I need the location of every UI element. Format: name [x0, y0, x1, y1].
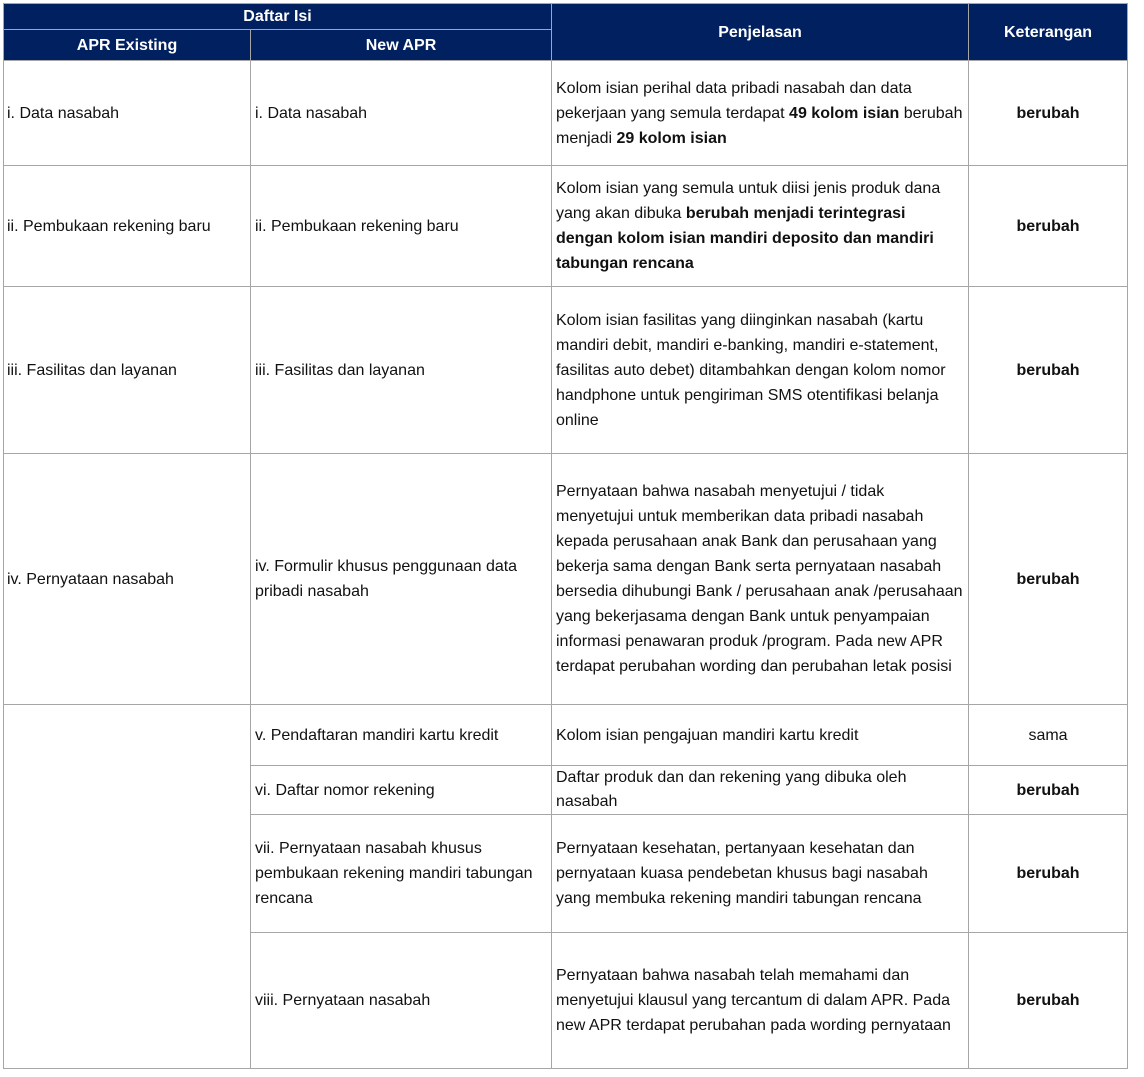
penjelasan-cell: Pernyataan bahwa nasabah telah memahami dan menyetujui klausul yang tercantum di dalam APR. Pada new APR terdapat perubahan pada wording pernyataan	[552, 933, 969, 1069]
table-row	[4, 705, 1128, 766]
existing-cell: i. Data nasabah	[4, 61, 251, 166]
penjelasan-cell	[552, 166, 969, 287]
keterangan-cell: berubah	[969, 287, 1128, 454]
penjelasan-cell: Pernyataan kesehatan, pertanyaan kesehatan dan pernyataan kuasa pendebetan khusus bagi nasabah yang membuka rekening mandiri tabungan rencana	[552, 815, 969, 933]
existing-cell: iv. Pernyataan nasabah	[4, 454, 251, 705]
keterangan-cell: berubah	[969, 766, 1128, 815]
new-apr-cell: ii. Pembukaan rekening baru	[251, 166, 552, 287]
penjelasan-text: Kolom isian yang semula untuk diisi jenis produk dana yang akan dibuka	[556, 180, 941, 222]
penjelasan-cell	[552, 61, 969, 166]
keterangan-cell: berubah	[969, 933, 1128, 1069]
keterangan-cell: berubah	[969, 815, 1128, 933]
penjelasan-text: berubah menjadi	[556, 104, 963, 147]
existing-cell: ii. Pembukaan rekening baru	[4, 166, 251, 287]
new-apr-cell: vi. Daftar nomor rekening	[251, 766, 552, 815]
penjelasan-bold: berubah menjadi terintegrasi dengan kolom isian mandiri deposito dan mandiri tabungan rencana	[556, 205, 934, 272]
keterangan-cell: berubah	[969, 454, 1128, 705]
header-keterangan: Keterangan	[969, 4, 1128, 61]
header-new-apr: New APR	[251, 30, 552, 61]
new-apr-cell: vii. Pernyataan nasabah khusus pembukaan rekening mandiri tabungan rencana	[251, 815, 552, 933]
new-apr-cell: iv. Formulir khusus penggunaan data pribadi nasabah	[251, 454, 552, 705]
table-row	[4, 166, 1128, 287]
table-row	[4, 454, 1128, 705]
penjelasan-cell: Kolom isian pengajuan mandiri kartu kredit	[552, 705, 969, 766]
comparison-table	[3, 3, 1128, 1069]
table-row	[4, 287, 1128, 454]
new-apr-cell: viii. Pernyataan nasabah	[251, 933, 552, 1069]
existing-cell-empty	[4, 705, 251, 1069]
penjelasan-bold: 29 kolom isian	[616, 129, 727, 147]
new-apr-cell: iii. Fasilitas dan layanan	[251, 287, 552, 454]
penjelasan-cell: Pernyataan bahwa nasabah menyetujui / tidak menyetujui untuk memberikan data pribadi nasabah kepada perusahaan anak Bank dan perusahaan yang bekerja sama dengan Bank serta pernyataan nasabah bersedia dihubungi Bank / perusahaan anak /perusahaan yang bekerjasama dengan Bank untuk penyampaian informasi penawaran produk /program. Pada new APR terdapat perubahan wording dan perubahan letak posisi	[552, 454, 969, 705]
header-daftar-isi: Daftar Isi	[4, 4, 552, 30]
penjelasan-bold: 49 kolom isian	[789, 104, 900, 122]
new-apr-cell: v. Pendaftaran mandiri kartu kredit	[251, 705, 552, 766]
keterangan-cell: sama	[969, 705, 1128, 766]
existing-cell: iii. Fasilitas dan layanan	[4, 287, 251, 454]
keterangan-cell: berubah	[969, 166, 1128, 287]
penjelasan-cell: Kolom isian fasilitas yang diinginkan nasabah (kartu mandiri debit, mandiri e-banking, mandiri e-statement, fasilitas auto debet) ditambahkan dengan kolom nomor handphone untuk pengiriman SMS otentifikasi belanja online	[552, 287, 969, 454]
penjelasan-text: Kolom isian perihal data pribadi nasabah dan data pekerjaan yang semula terdapat	[556, 79, 912, 122]
header-apr-existing: APR Existing	[4, 30, 251, 61]
keterangan-cell: berubah	[969, 61, 1128, 166]
table-row	[4, 61, 1128, 166]
new-apr-cell: i. Data nasabah	[251, 61, 552, 166]
header-penjelasan: Penjelasan	[552, 4, 969, 61]
penjelasan-cell: Daftar produk dan dan rekening yang dibuka oleh nasabah	[552, 766, 969, 815]
